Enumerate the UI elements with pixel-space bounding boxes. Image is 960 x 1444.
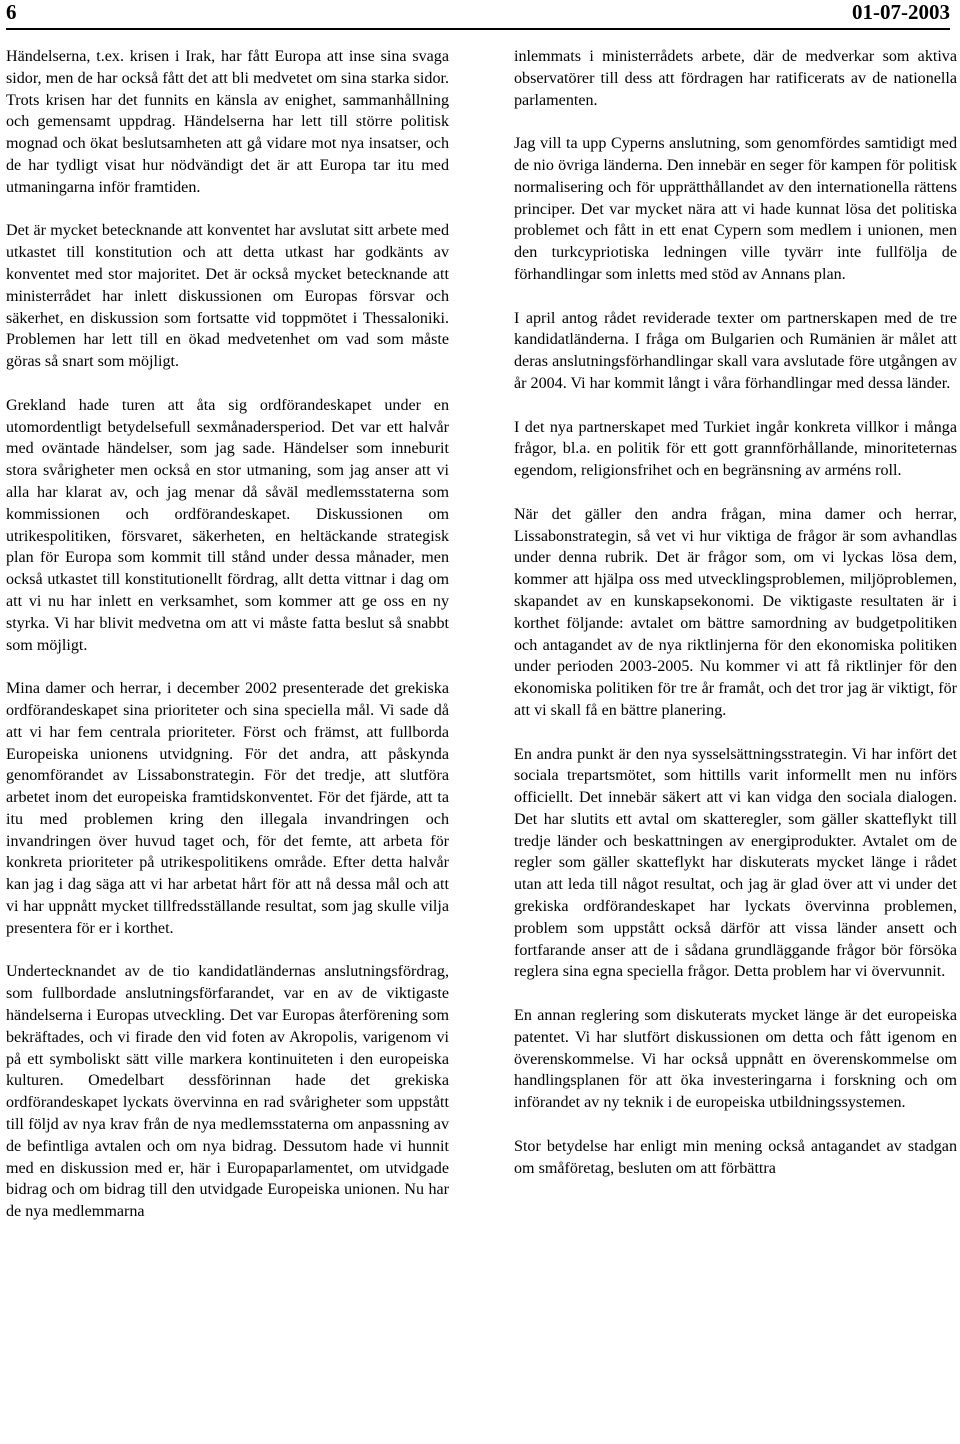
page-header — [6, 0, 950, 30]
paragraph: inlemmats i ministerrådets arbete, där de medverkar som aktiva observatörer till dess att fördragen har ratificerats av de nationella parlamenten. — [514, 48, 957, 109]
page-number: 6 — [6, 0, 17, 24]
paragraph: När det gäller den andra frågan, mina damer och herrar, Lissabonstrategin, så vet vi hur viktiga de frågor är som avhandlas under denna rubrik. Det är frågor som, om vi lyckas lösa dem, kommer att hjälpa oss med utvecklingsproblemen, miljöproblemen, skapandet av en kunskapsekonomi. De viktigaste resultaten är i korthet följande: avtalet om bättre samordning av budgetpolitiken och antagandet av de nya riktlinjerna för den ekonomiska politiken under perioden 2003-2005. Nu kommer vi att få riktlinjer för den ekonomiska politiken för tre år framåt, och det tror jag är viktigt, för att vi skall få en bättre planering. — [514, 505, 957, 719]
paragraph: En annan reglering som diskuterats mycket länge är det europeiska patentet. Vi har slutfört diskussionen om detta och fått igenom en överenskommelse. Vi har också uppnått en överenskommelse om handlingsplanen för att öka investeringarna i forskning och om införandet av ny teknik i de europeiska utbildningssystemen. — [514, 1007, 957, 1112]
paragraph: Jag vill ta upp Cyperns anslutning, som genomfördes samtidigt med de nio övriga länderna. Den innebär en seger för kampen för politisk normalisering och för upprätthållandet av den internationella rättens principer. Det var mycket nära att vi hade kunnat lösa det politiska problemet och fått in ett enat Cypern som medlem i unionen, men den turkcypriotiska ledningen ville tyvärr inte fullfölja de förhandlingar som inletts med stöd av Annans plan. — [514, 135, 957, 283]
paragraph: Stor betydelse har enligt min mening också antagandet av stadgan om småföretag, besluten om att förbättra — [514, 1137, 957, 1177]
paragraph: Mina damer och herrar, i december 2002 presenterade det grekiska ordförandeskapet sina prioriteter och sina speciella mål. Vi sade då att vi har fem centrala prioriteter. Först och främst, att fullborda Europeiska unionens utvidgning. För det andra, att påskynda genomförandet av Lissabonstrategin. För det tredje, att slutföra arbetet inom det europeiska framtidskonventet. För det fjärde, att ta itu med problemen kring den illegala invandringen och invandringen över huvud taget och, för det femte, att arbeta för konkreta prioriteter på utrikespolitikens område. Efter detta halvår kan jag i dag säga att vi har arbetat hårt för att nå dessa mål och att vi har uppnått mycket tillfredsställande resultat, som jag skulle vilja presentera för er i korthet. — [6, 680, 449, 937]
left-column — [6, 46, 449, 1245]
paragraph: Det är mycket betecknande att konventet har avslutat sitt arbete med utkastet till konstitution och att detta utkast har godkänts av konventet med stor majoritet. Det är också mycket betecknande att ministerrådet har inlett diskussionen om Europas försvar och säkerhet, en diskussion som fortsatte vid toppmötet i Thessaloniki. Problemen har lett till en ökad medvetenhet om vad som måste göras så snart som möjligt. — [6, 222, 449, 371]
paragraph: Grekland hade turen att åta sig ordförandeskapet under en utomordentligt betydelsefull sexmånadersperiod. Det var ett halvår med oväntade händelser, som jag sade. Händelser som inneburit stora svårigheter men också en stor utmaning, som jag anser att vi alla har klarat av, och jag menar då såväl medlemsstaterna som kommissionen och ordförandeskapet. Diskussionen om utrikespolitiken, försvaret, säkerheten, en heltäckande strategisk plan för Europa som kommit till stånd under dessa månader, men också utkastet till konstitutionellt fördrag, allt detta vittnar i dag om att vi nu har inlett en verksamhet, som kommer att ge oss en ny styrka. Vi har blivit medvetna om att vi måste fatta beslut så snabbt som möjligt. — [6, 396, 449, 654]
right-column — [514, 46, 957, 1201]
paragraph: I det nya partnerskapet med Turkiet ingår konkreta villkor i många frågor, bl.a. en politik för ett gott grannförhållande, minoriteternas egendom, religionsfrihet och en begränsning av arméns roll. — [514, 418, 957, 480]
paragraph: I april antog rådet reviderade texter om partnerskapen med de tre kandidatländerna. I fråga om Bulgarien och Rumänien är målet att deras anslutningsförhandlingar skall vara avslutade före utgången av år 2004. Vi har kommit långt i våra förhandlingar med dessa länder. — [514, 309, 957, 392]
paragraph: En andra punkt är den nya sysselsättningsstrategin. Vi har infört det sociala trepartsmötet, som hittills varit informellt men nu införs officiellt. Det innebär säkert att vi kan vidga den sociala dialogen. Det har slutits ett avtal om skatteregler, som gäller skatteflykt till tredje länder och beskattningen av energiprodukter. Avtalet om de regler som gäller skatteflykt har diskuterats mycket länge i rådet utan att leda till något resultat, och jag är glad över att vi under det grekiska ordförandeskapet har lyckats övervinna problemen, problem som uppstått också därför att vissa länder ansett och fortfarande anser att de i sådana grundläggande frågor bör försöka reglera sina egna speciella frågor. Detta problem har vi övervunnit. — [514, 745, 957, 981]
paragraph: Undertecknandet av de tio kandidatländernas anslutningsfördrag, som fullbordade anslutningsförfarandet, var en av de viktigaste händelserna i Europas utveckling. Det var Europas återförening som bekräftades, och vi firade den vid foten av Akropolis, varigenom vi på ett symboliskt sätt ville markera kontinuiteten i den europeiska kulturen. Omedelbart dessförinnan hade det grekiska ordförandeskapet lyckats övervinna en rad svårigheter som uppstått till följd av nya krav från de nya medlemsstaterna om anpassning av de befintliga avtalen och om nya bidrag. Dessutom hade vi hunnit med en diskussion med er, här i Europaparlamentet, om utvidgade bidrag och om bidrag till den utvidgade Europeiska unionen. Nu har de nya medlemmarna — [6, 963, 449, 1221]
paragraph: Händelserna, t.ex. krisen i Irak, har fått Europa att inse sina svaga sidor, men de har också fått det att bli medvetet om sina starka sidor. Trots krisen har det funnits en känsla av enighet, sammanhållning och gemensamt uppdrag. Händelserna har lett till större politisk mognad och ökat beslutsamheten att gå vidare mot nya insatser, och de har tydligt visat hur nödvändigt det är att Europa tar itu med utmaningarna inför framtiden. — [6, 48, 449, 196]
header-date: 01-07-2003 — [852, 0, 950, 24]
